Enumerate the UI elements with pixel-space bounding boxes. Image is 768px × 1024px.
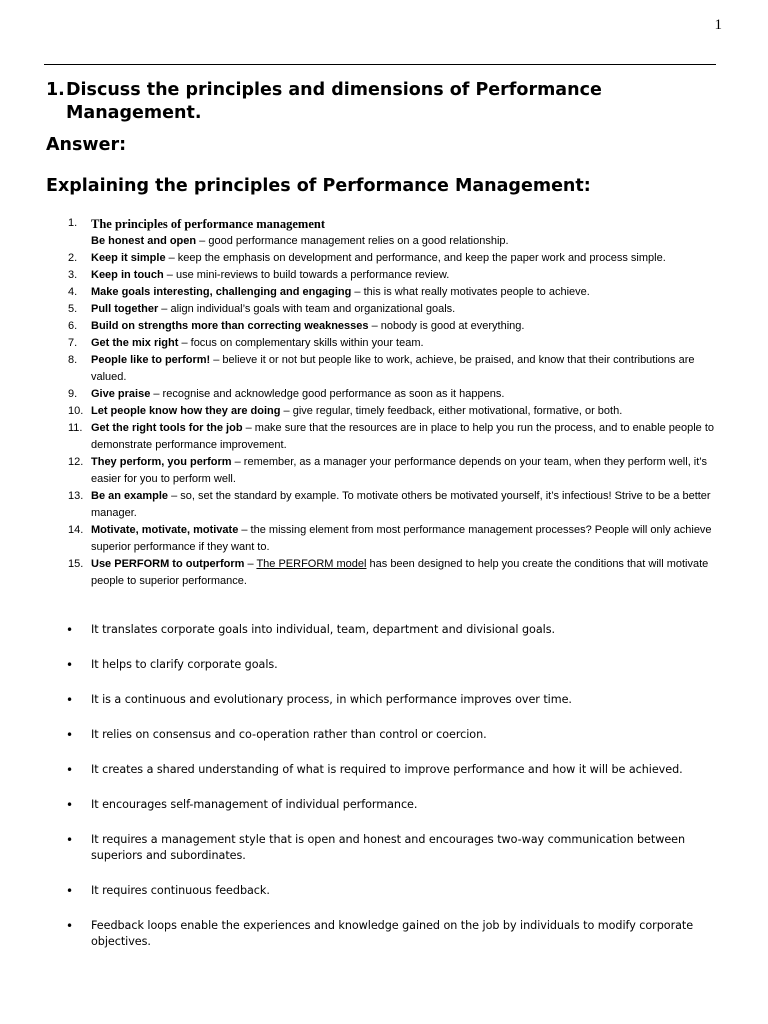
bullet-item (0, 657, 768, 673)
question-text: Discuss the principles and dimensions of Performance Management. (66, 80, 602, 123)
principle-item (0, 386, 768, 403)
bullet-text: It is a continuous and evolutionary process, in which performance improves over time. (91, 693, 572, 706)
principle-description: has been designed to help you create the conditions that will motivate people to superior performance. (91, 558, 709, 587)
bullet-list (0, 622, 768, 969)
principle-list-title: The principles of performance management (91, 217, 325, 231)
question-number: 1. (46, 80, 65, 100)
principles-list (0, 215, 768, 590)
bullet-text: It requires continuous feedback. (91, 884, 270, 897)
bullet-text: It creates a shared understanding of what is required to improve performance and how it will be achieved. (91, 763, 683, 776)
section-heading: Explaining the principles of Performance Management: (46, 176, 591, 196)
principle-title: Keep it simple (91, 252, 166, 264)
principle-title: Get the mix right (91, 337, 179, 349)
bullet-icon: • (66, 728, 74, 742)
bullet-text: It relies on consensus and co-operation rather than control or coercion. (91, 728, 487, 741)
principle-description: – use mini-reviews to build towards a performance review. (163, 269, 450, 281)
principle-number: 9. (68, 388, 78, 400)
bullet-icon: • (66, 833, 74, 847)
principle-title: Motivate, motivate, motivate (91, 524, 239, 536)
perform-model-link[interactable]: The PERFORM model (256, 558, 367, 570)
principle-description: – believe it or not but people like to work, achieve, be praised, and know that their contributions are valued. (91, 354, 695, 383)
principle-description: – keep the emphasis on development and performance, and keep the paper work and process simple. (165, 252, 666, 264)
principle-item (0, 335, 768, 352)
principle-number: 8. (68, 354, 78, 366)
principle-title: Use PERFORM to outperform (91, 558, 245, 570)
principle-description: – align individual’s goals with team and organizational goals. (158, 303, 456, 315)
bullet-item (0, 883, 768, 899)
principle-number: 15. (68, 558, 84, 570)
principle-title: People like to perform! (91, 354, 211, 366)
principle-title: They perform, you perform (91, 456, 232, 468)
bullet-text: It requires a management style that is open and honest and encourages two-way communication between superiors and subordinates. (91, 833, 686, 862)
principle-number: 3. (68, 269, 78, 281)
principle-number: 6. (68, 320, 78, 332)
principle-item: 15. Use PERFORM to outperform – The PERFORM model has been designed to help you create the conditions that will motivate people to superior performance. (68, 558, 709, 587)
bullet-item (0, 727, 768, 743)
principle-number: 5. (68, 303, 78, 315)
bullet-text: Feedback loops enable the experiences and knowledge gained on the job by individuals to modify corporate objectives. (91, 919, 694, 948)
bullet-text: It translates corporate goals into individual, team, department and divisional goals. (91, 623, 555, 636)
principle-description: – make sure that the resources are in place to help you run the process, and to enable people to demonstrate performance improvement. (91, 422, 715, 451)
bullet-text: It encourages self-management of individual performance. (91, 798, 418, 811)
bullet-item (0, 622, 768, 638)
principle-item (0, 488, 768, 522)
bullet-icon: • (66, 623, 74, 637)
principle-description: – this is what really motivates people to achieve. (351, 286, 590, 298)
principle-title: Be an example (91, 490, 169, 502)
principle-item (0, 403, 768, 420)
principle-title: Build on strengths more than correcting weaknesses (91, 320, 369, 332)
bullet-icon: • (66, 919, 74, 933)
principle-item (0, 250, 768, 267)
question-heading (46, 79, 646, 125)
principle-number: 1. (68, 217, 78, 229)
principle-item (0, 318, 768, 335)
principle-description: – the missing element from most performance management processes? People will only achieve superior performance if they want to. (91, 524, 712, 553)
principle-number: 13. (68, 490, 84, 502)
principle-description: – remember, as a manager your performance depends on your team, when they perform well, it’s easier for you to perform well. (91, 456, 708, 485)
principle-item (0, 420, 768, 454)
principle-description: – so, set the standard by example. To motivate others be motivated yourself, it’s infectious! Strive to be a better manager. (91, 490, 711, 519)
principle-title: Keep in touch (91, 269, 164, 281)
principle-title: Get the right tools for the job (91, 422, 243, 434)
bullet-item (0, 918, 768, 950)
principle-item (0, 215, 768, 250)
bullet-icon: • (66, 798, 74, 812)
principle-title: Be honest and open (91, 235, 197, 247)
principle-number: 2. (68, 252, 78, 264)
bullet-icon: • (66, 884, 74, 898)
bullet-item (0, 762, 768, 778)
principle-number: 10. (68, 405, 84, 417)
principle-title: Let people know how they are doing (91, 405, 281, 417)
principle-item (0, 301, 768, 318)
page-number: 1 (714, 17, 722, 33)
bullet-item (0, 797, 768, 813)
principle-item (0, 454, 768, 488)
principle-item (0, 284, 768, 301)
principle-description: – give regular, timely feedback, either motivational, formative, or both. (280, 405, 623, 417)
principle-title: Pull together (91, 303, 159, 315)
answer-label: Answer: (46, 135, 127, 155)
principle-item (0, 352, 768, 386)
principle-item (0, 267, 768, 284)
principle-number: 7. (68, 337, 78, 349)
principle-item (0, 522, 768, 556)
principle-description: – recognise and acknowledge good performance as soon as it happens. (150, 388, 505, 400)
bullet-item (0, 692, 768, 708)
principle-number: 11. (68, 422, 83, 434)
bullet-item (0, 832, 768, 864)
principle-description: – nobody is good at everything. (368, 320, 525, 332)
principle-title: Make goals interesting, challenging and engaging (91, 286, 352, 298)
bullet-icon: • (66, 658, 74, 672)
bullet-icon: • (66, 693, 74, 707)
bullet-icon: • (66, 763, 74, 777)
principle-description: – good performance management relies on a good relationship. (196, 235, 509, 247)
principle-description: – focus on complementary skills within your team. (178, 337, 424, 349)
principle-number: 4. (68, 286, 78, 298)
header-rule (44, 64, 716, 65)
principle-title: Give praise (91, 388, 151, 400)
principle-number: 12. (68, 456, 84, 468)
bullet-text: It helps to clarify corporate goals. (91, 658, 278, 671)
principle-number: 14. (68, 524, 84, 536)
